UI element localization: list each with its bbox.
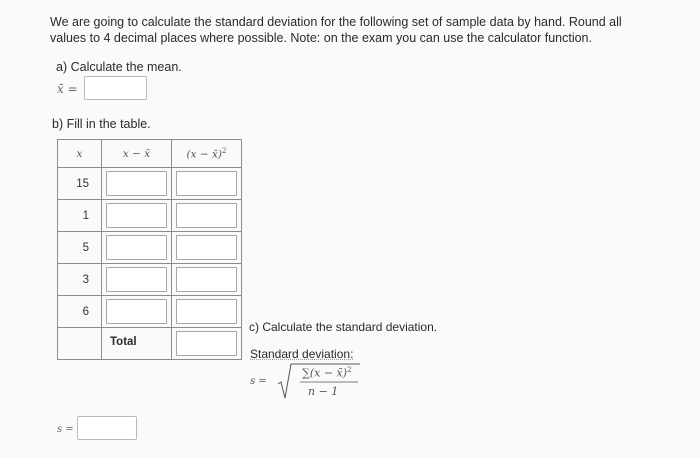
table-total-row bbox=[58, 328, 242, 360]
part-c-label: c) Calculate the standard deviation. bbox=[249, 320, 438, 334]
table-row bbox=[58, 232, 242, 264]
total-label: Total bbox=[102, 328, 172, 360]
header-squared-deviation: (x − x̄)$^2$ bbox=[172, 140, 242, 168]
table-row bbox=[58, 200, 242, 232]
total-empty-cell bbox=[58, 328, 102, 360]
deviation-input[interactable] bbox=[106, 235, 167, 260]
x-value: 6 bbox=[58, 296, 102, 328]
formula-lhs: s = bbox=[250, 376, 267, 387]
header-x: x bbox=[58, 140, 102, 168]
std-dev-formula bbox=[250, 360, 370, 402]
x-value: 5 bbox=[58, 232, 102, 264]
deviation-input[interactable] bbox=[106, 299, 167, 324]
total-squared-deviation-input[interactable] bbox=[176, 331, 237, 356]
formula-denominator: n − 1 bbox=[308, 385, 339, 398]
table-row bbox=[58, 168, 242, 200]
deviation-input[interactable] bbox=[106, 203, 167, 228]
table-header-row bbox=[58, 140, 242, 168]
table-row bbox=[58, 296, 242, 328]
part-b-label: b) Fill in the table. bbox=[52, 117, 151, 131]
deviation-input[interactable] bbox=[106, 267, 167, 292]
std-dev-sublabel: Standard deviation: bbox=[250, 347, 354, 361]
data-table bbox=[57, 139, 242, 360]
mean-symbol: x̄ = bbox=[57, 82, 78, 96]
x-value: 15 bbox=[58, 168, 102, 200]
std-dev-answer-input[interactable] bbox=[77, 416, 137, 440]
answer-symbol: s = bbox=[57, 424, 74, 435]
squared-deviation-input[interactable] bbox=[176, 171, 237, 196]
squared-deviation-input[interactable] bbox=[176, 203, 237, 228]
mean-input[interactable] bbox=[84, 76, 147, 100]
instructions-text: We are going to calculate the standard deviation for the following set of sample data by hand. Round all values to 4 decimal places where possible. Note: on the exam you can use the calculator function. bbox=[50, 15, 622, 45]
table-row bbox=[58, 264, 242, 296]
squared-deviation-input[interactable] bbox=[176, 235, 237, 260]
squared-deviation-input[interactable] bbox=[176, 299, 237, 324]
squared-deviation-input[interactable] bbox=[176, 267, 237, 292]
part-a-label: a) Calculate the mean. bbox=[56, 60, 182, 74]
header-deviation: x − x̄ bbox=[102, 140, 172, 168]
deviation-input[interactable] bbox=[106, 171, 167, 196]
formula-numerator: ∑(x − x̄)$^2$ bbox=[302, 366, 352, 380]
x-value: 3 bbox=[58, 264, 102, 296]
x-value: 1 bbox=[58, 200, 102, 232]
